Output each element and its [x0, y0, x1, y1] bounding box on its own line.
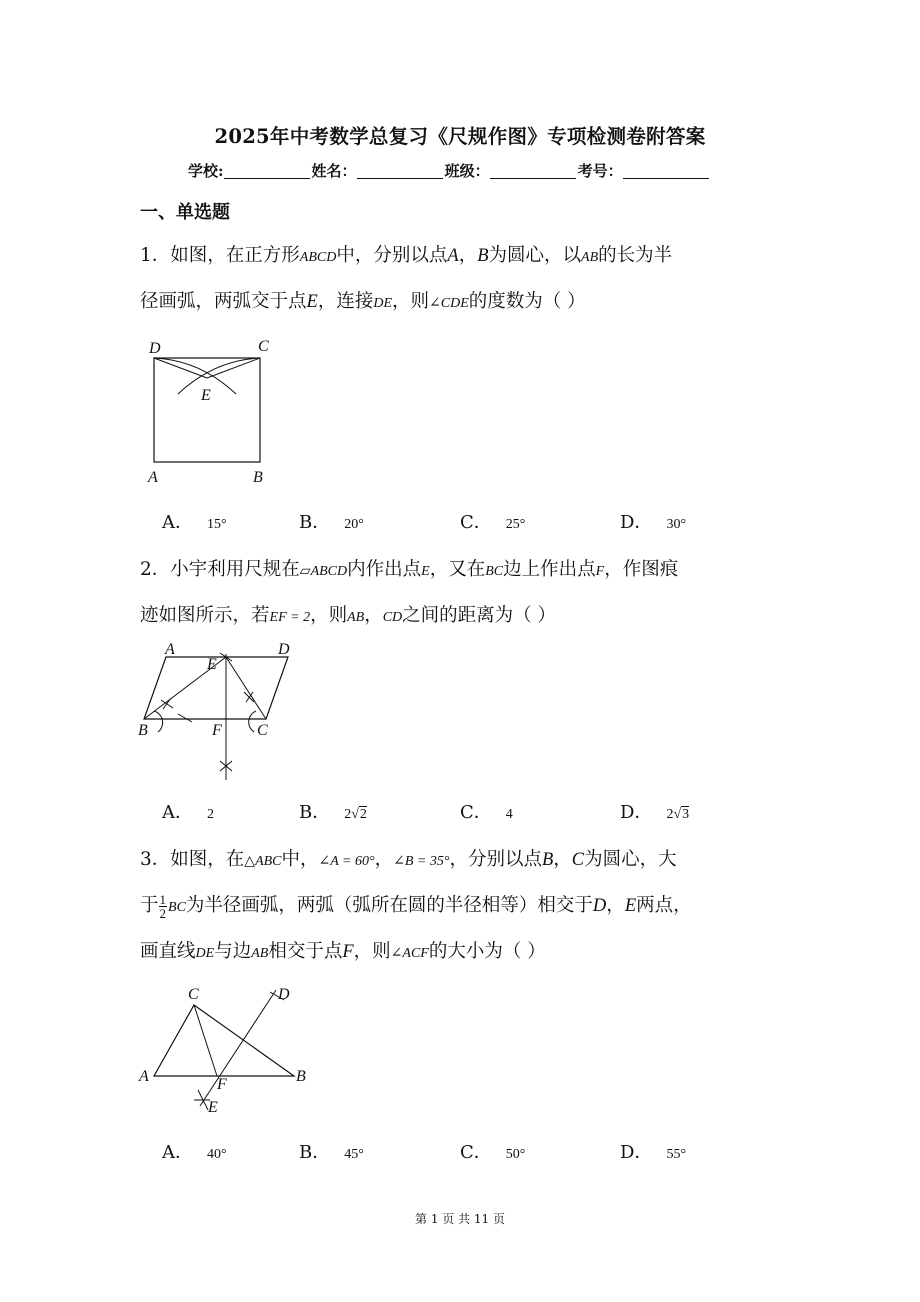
class-label: 班级：: [444, 162, 490, 180]
fraction-half: $\frac{1}{2}$: [159, 891, 167, 921]
label-f: F: [217, 1076, 227, 1093]
class-blank: [490, 162, 576, 179]
label-e: E: [201, 387, 211, 404]
q3-option-c[interactable]: C． 50°: [460, 1142, 526, 1163]
arc-b: [154, 711, 163, 732]
question-1-text: 1．如图，在正方形ABCD中，分别以点A，B为圆心，以AB的长为半 径画弧，两弧交于点E，连接DE，则∠CDE的度数为（ ）: [140, 245, 673, 312]
label-c: C: [188, 986, 199, 1003]
tick-5: [178, 714, 192, 722]
label-e: E: [208, 1099, 218, 1116]
square-abcd: [154, 358, 260, 462]
question-2-figure: [136, 640, 306, 790]
label-a: A: [165, 641, 175, 658]
question-3-figure: [134, 982, 324, 1118]
label-a: A: [139, 1068, 149, 1085]
q1-option-d[interactable]: D． 30°: [620, 512, 687, 533]
label-d: D: [278, 986, 290, 1003]
arc-from-a: [154, 358, 236, 394]
segment-de: [154, 358, 207, 378]
arc-c: [249, 711, 256, 732]
q1-option-c[interactable]: C． 25°: [460, 512, 526, 533]
line-de: [200, 990, 276, 1106]
q3-option-d[interactable]: D． 55°: [620, 1142, 687, 1163]
q1-option-b[interactable]: B． 20°: [299, 512, 364, 533]
segment-cf: [194, 1005, 217, 1076]
label-a: A: [148, 469, 158, 486]
label-c: C: [258, 338, 269, 355]
q3-option-a[interactable]: A． 40°: [162, 1142, 227, 1163]
student-info-line: [188, 160, 711, 181]
label-b: B: [296, 1068, 306, 1085]
page-title: 2025年中考数学总复习《尺规作图》专项检测卷附答案: [214, 125, 706, 148]
school-blank: [224, 162, 310, 179]
label-b: B: [138, 722, 148, 739]
exam-number-label: 考号：: [577, 162, 623, 180]
label-f: F: [212, 722, 222, 739]
question-2-text: 2．小宇利用尺规在▱ABCD内作出点E，又在BC边上作出点F，作图痕 迹如图所示，若EF = 2，则AB，CD之间的距离为（ ）: [140, 559, 679, 626]
q1-option-a[interactable]: A． 15°: [162, 512, 227, 533]
label-b: B: [253, 469, 263, 486]
question-1-figure: [140, 334, 290, 494]
name-blank: [357, 162, 443, 179]
page-footer: 第 1 页 共 11 页: [415, 1212, 505, 1226]
bisector-ce: [226, 657, 266, 719]
exam-number-blank: [623, 162, 709, 179]
name-label: 姓名：: [311, 162, 357, 180]
q2-option-a[interactable]: A． 2: [162, 802, 214, 823]
q2-option-d[interactable]: D． 2√3: [620, 802, 690, 823]
question-3-text: 3．如图，在△ABC中，∠A = 60°，∠B = 35°，分别以点B，C为圆心，大 于 $\frac{1}{2}$ BC为半径画弧，两弧（弧所在圆的半径相等）相交于D，E两点， 画直线DE与边AB相交于点F，则∠ACF的大小为（ ）: [140, 849, 692, 962]
section-title: 一、单选题: [140, 202, 230, 223]
label-c: C: [257, 722, 268, 739]
school-label: 学校:: [188, 162, 224, 180]
label-d: D: [149, 340, 161, 357]
arc-from-b: [178, 358, 260, 394]
label-e: E: [207, 656, 217, 673]
triangle-abc: [154, 1005, 294, 1076]
label-d: D: [278, 641, 290, 658]
q2-option-b[interactable]: B． 2√2: [299, 802, 367, 823]
q3-option-b[interactable]: B． 45°: [299, 1142, 364, 1163]
segment-ce: [207, 358, 260, 378]
q2-option-c[interactable]: C． 4: [460, 802, 513, 823]
